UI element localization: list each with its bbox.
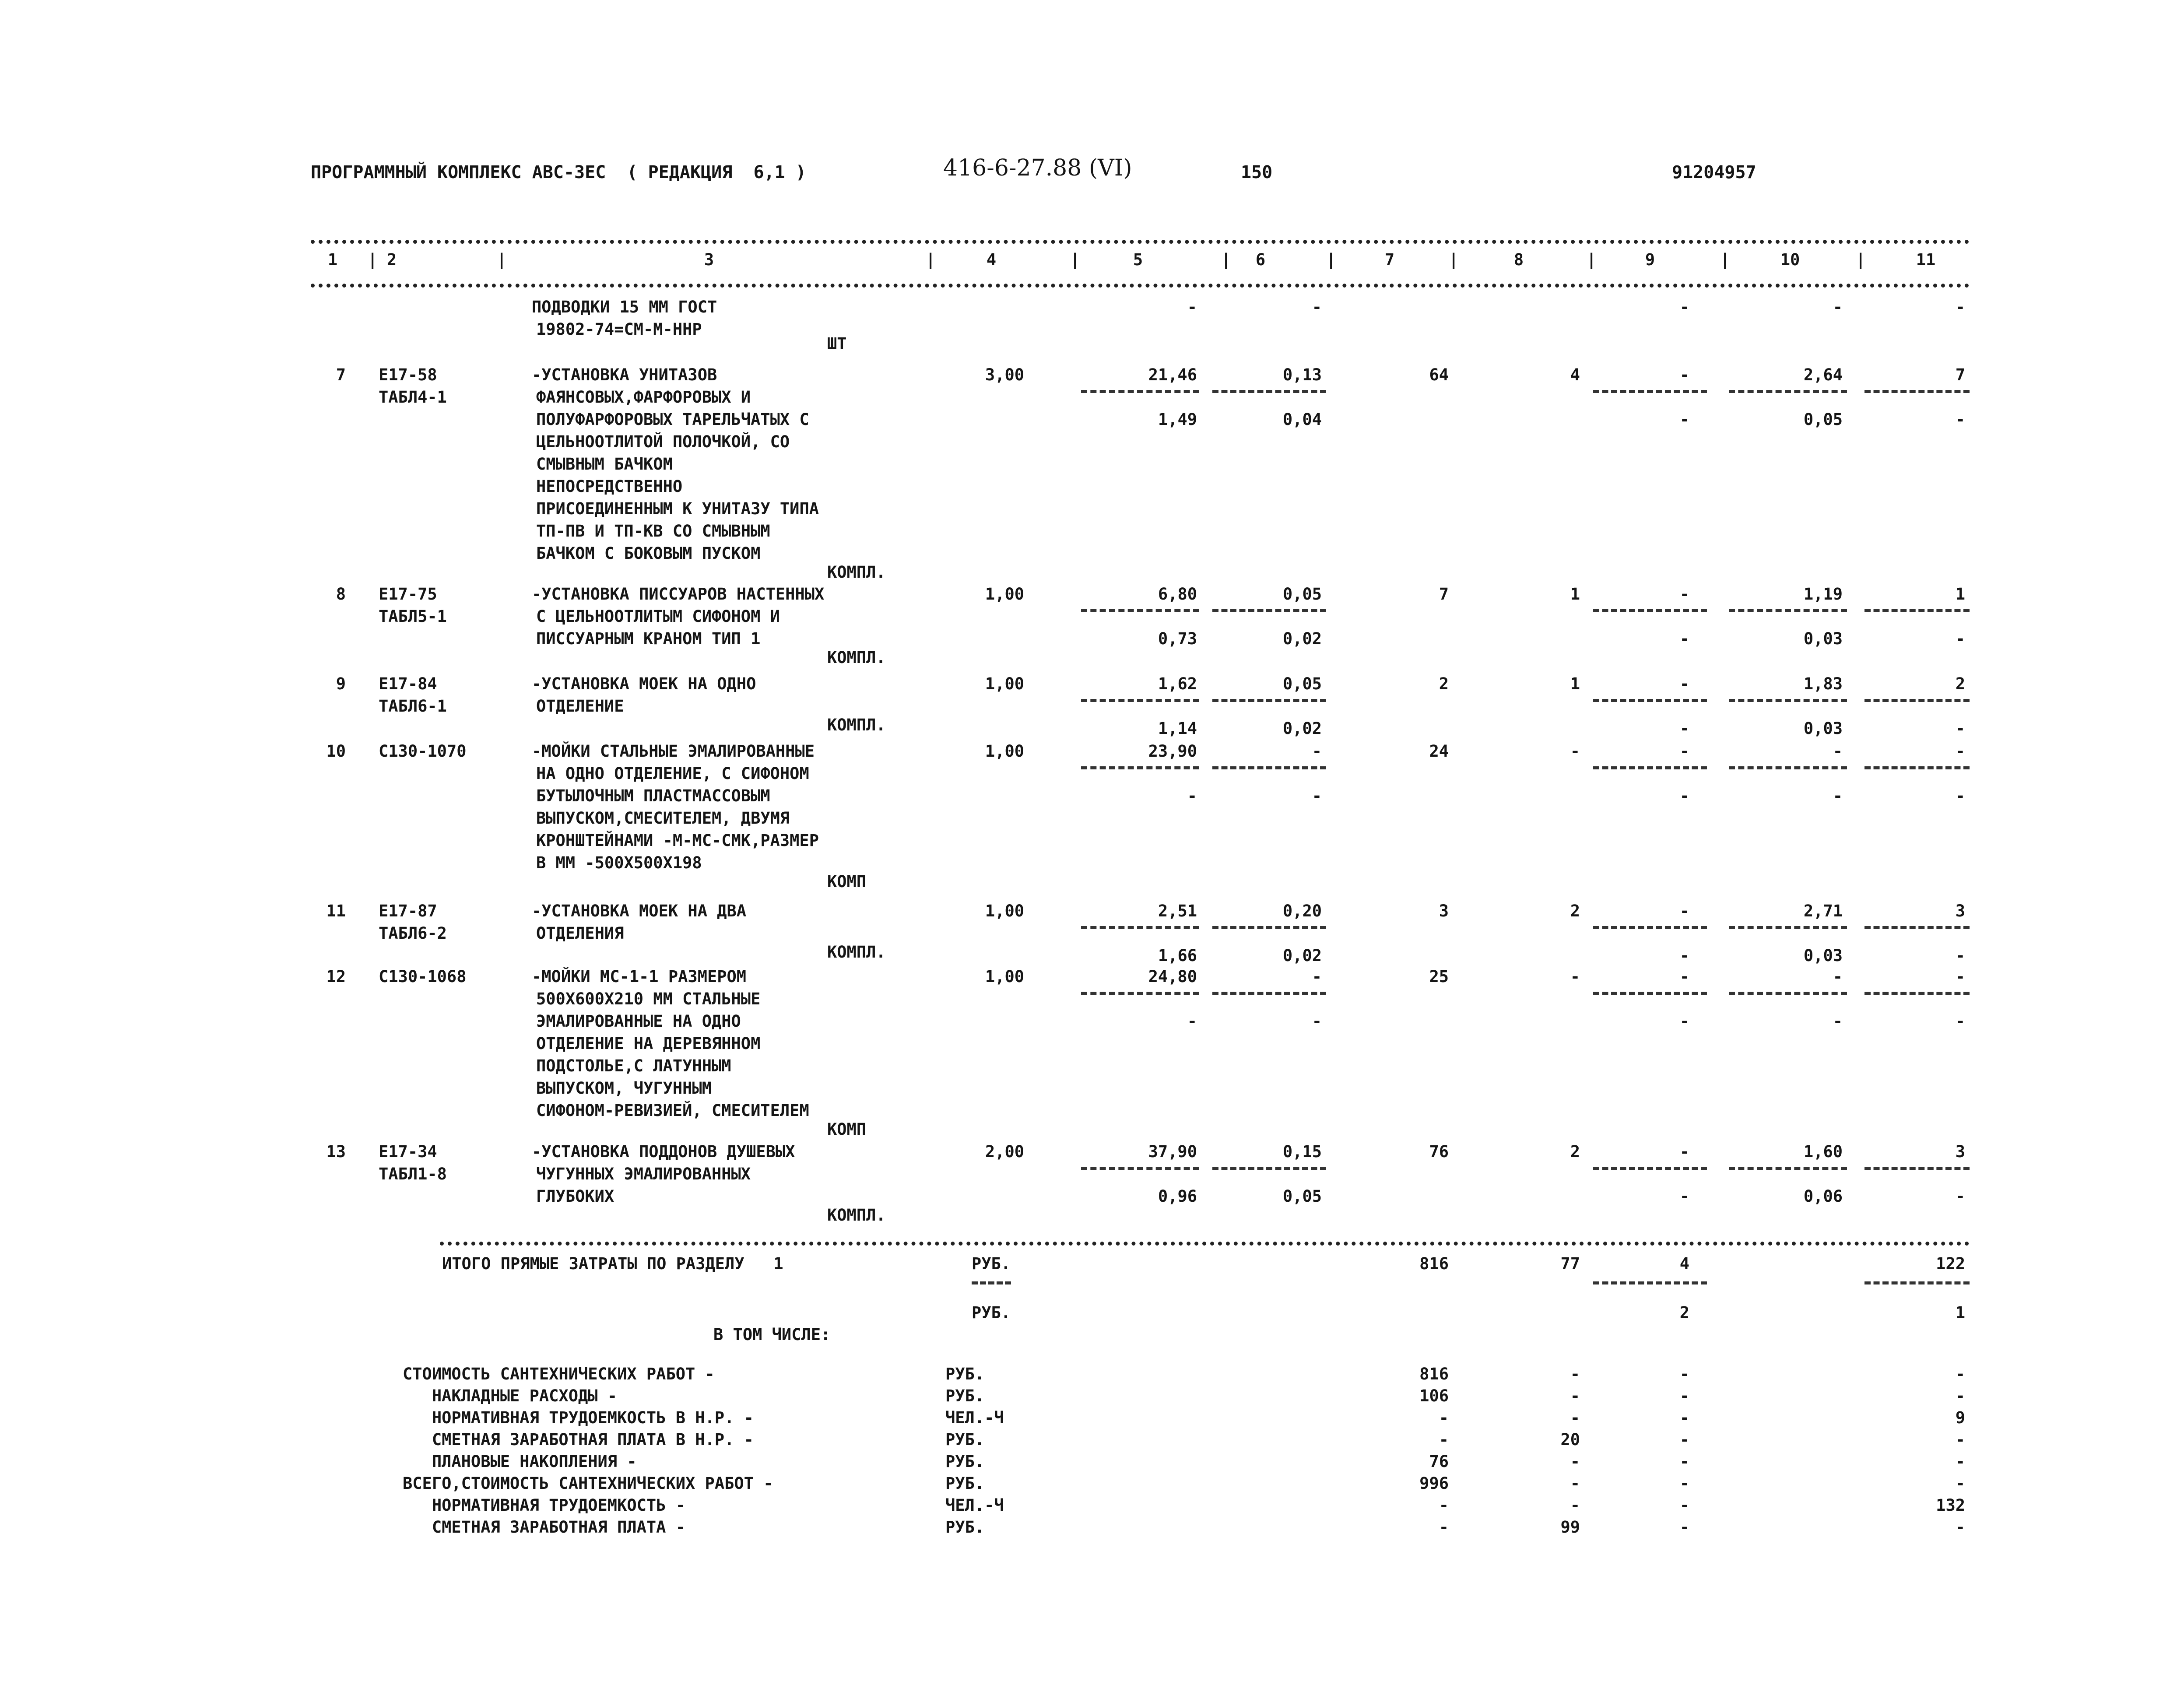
column-separator: |	[1070, 250, 1080, 269]
value-c6a: 0,13	[1282, 365, 1322, 384]
value-c11a: -	[1955, 298, 1965, 316]
summary-col7: 106	[1419, 1386, 1449, 1405]
column-separator: |	[1326, 250, 1336, 269]
fraction-rule	[1729, 699, 1847, 702]
fraction-rule	[1864, 926, 1970, 929]
value-c8: 4	[1570, 365, 1580, 384]
quantity: 3,00	[985, 365, 1024, 384]
totals-unit: РУБ.	[972, 1254, 1011, 1273]
column-separator: |	[926, 250, 936, 269]
totals-subrule	[972, 1281, 1011, 1284]
totals-rule	[440, 1242, 1970, 1246]
value-c8: -	[1570, 742, 1580, 761]
value-c10a: -	[1833, 967, 1843, 986]
value-c11b: -	[1955, 786, 1965, 805]
summary-unit: ЧЕЛ.-Ч	[945, 1496, 1004, 1515]
norm-table: ТАБЛ6-2	[379, 924, 447, 943]
summary-col11: -	[1955, 1452, 1965, 1471]
value-c8: -	[1570, 967, 1580, 986]
totals-label: ИТОГО ПРЯМЫЕ ЗАТРАТЫ ПО РАЗДЕЛУ 1	[442, 1254, 783, 1273]
summary-col9: -	[1679, 1386, 1689, 1405]
value-c9a: -	[1679, 1142, 1689, 1161]
column-number: 1	[327, 250, 338, 269]
work-description-line: С ЦЕЛЬНООТЛИТЫМ СИФОНОМ И	[536, 607, 780, 626]
work-description-line: НА ОДНО ОТДЕЛЕНИЕ, С СИФОНОМ	[536, 764, 809, 783]
column-number: 10	[1780, 250, 1800, 269]
value-c5b: 1,14	[1158, 719, 1197, 738]
summary-col8: 20	[1560, 1430, 1580, 1449]
value-c6a: -	[1312, 967, 1322, 986]
fraction-rule	[1212, 609, 1326, 612]
column-separator: |	[1221, 250, 1231, 269]
column-separator: |	[1720, 250, 1730, 269]
summary-col8: -	[1570, 1474, 1580, 1493]
fraction-rule	[1081, 609, 1199, 612]
work-description-line: ЧУГУННЫХ ЭМАЛИРОВАННЫХ	[536, 1165, 751, 1183]
norm-code: С130-1070	[379, 742, 467, 761]
value-c8: 1	[1570, 674, 1580, 693]
norm-table: ТАБЛ4-1	[379, 388, 447, 407]
value-c10a: 2,71	[1803, 902, 1843, 920]
value-c7: 2	[1439, 674, 1449, 693]
value-c6a: -	[1312, 742, 1322, 761]
fraction-rule	[1081, 926, 1199, 929]
summary-col11: -	[1955, 1518, 1965, 1537]
summary-col7: -	[1439, 1518, 1449, 1537]
value-c9b: -	[1679, 629, 1689, 648]
unit-of-measure: ШТ	[827, 334, 847, 353]
value-c6a: 0,05	[1282, 585, 1322, 604]
summary-col7: -	[1439, 1408, 1449, 1427]
fraction-rule	[1864, 390, 1970, 393]
value-c10a: -	[1833, 742, 1843, 761]
totals-col9: 4	[1679, 1254, 1689, 1273]
summary-col8: -	[1570, 1408, 1580, 1427]
summary-label: ВСЕГО,СТОИМОСТЬ САНТЕХНИЧЕСКИХ РАБОТ -	[403, 1474, 773, 1493]
work-description-line: ОТДЕЛЕНИЕ	[536, 697, 624, 716]
value-c11a: 2	[1955, 674, 1965, 693]
quantity: 1,00	[985, 585, 1024, 604]
fraction-rule	[1729, 390, 1847, 393]
page-number: 150	[1241, 162, 1273, 182]
column-number: 8	[1513, 250, 1524, 269]
value-c6b: 0,02	[1282, 719, 1322, 738]
summary-col9: -	[1679, 1452, 1689, 1471]
column-number: 2	[386, 250, 397, 269]
unit-of-measure: КОМПЛ.	[827, 716, 886, 734]
value-c7: 3	[1439, 902, 1449, 920]
value-c5b: 1,49	[1158, 410, 1197, 429]
work-description-line: -УСТАНОВКА УНИТАЗОВ	[532, 365, 717, 384]
summary-col9: -	[1679, 1518, 1689, 1537]
summary-col7: 996	[1419, 1474, 1449, 1493]
summary-col7: 76	[1429, 1452, 1449, 1471]
column-number: 4	[986, 250, 997, 269]
value-c5b: -	[1187, 786, 1197, 805]
row-number: 11	[326, 902, 346, 920]
work-description-line: 500Х600Х210 ММ СТАЛЬНЫЕ	[536, 990, 761, 1008]
unit-of-measure: КОМПЛ.	[827, 648, 886, 667]
summary-unit: РУБ.	[945, 1452, 985, 1471]
value-c11a: 3	[1955, 902, 1965, 920]
norm-code: Е17-58	[379, 365, 437, 384]
value-c6b: 0,05	[1282, 1187, 1322, 1206]
work-description-line: ПОДВОДКИ 15 ММ ГОСТ	[532, 298, 717, 316]
summary-label: СМЕТНАЯ ЗАРАБОТНАЯ ПЛАТА -	[403, 1518, 686, 1537]
value-c5a: 23,90	[1148, 742, 1197, 761]
value-c6a: 0,15	[1282, 1142, 1322, 1161]
column-separator: |	[368, 250, 378, 269]
fraction-rule	[1593, 766, 1707, 769]
value-c11b: -	[1955, 1187, 1965, 1206]
work-description-line: ВЫПУСКОМ, ЧУГУННЫМ	[536, 1079, 712, 1098]
value-c8: 2	[1570, 902, 1580, 920]
value-c5a: 6,80	[1158, 585, 1197, 604]
value-c7: 25	[1429, 967, 1449, 986]
document-number: 416-6-27.88 (VI)	[943, 155, 1132, 181]
value-c9b: -	[1679, 719, 1689, 738]
fraction-rule	[1864, 699, 1970, 702]
quantity: 1,00	[985, 902, 1024, 920]
value-c9a: -	[1679, 902, 1689, 920]
value-c9b: -	[1679, 410, 1689, 429]
value-c5b: 0,73	[1158, 629, 1197, 648]
norm-table: ТАБЛ1-8	[379, 1165, 447, 1183]
value-c7: 64	[1429, 365, 1449, 384]
fraction-rule	[1864, 1167, 1970, 1170]
work-description-line: ВЫПУСКОМ,СМЕСИТЕЛЕМ, ДВУМЯ	[536, 809, 790, 828]
value-c11b: -	[1955, 946, 1965, 965]
value-c11b: -	[1955, 1012, 1965, 1031]
header-rule-top	[311, 240, 1970, 244]
work-description-line: БАЧКОМ С БОКОВЫМ ПУСКОМ	[536, 544, 761, 563]
value-c6b: -	[1312, 786, 1322, 805]
fraction-rule	[1864, 766, 1970, 769]
value-c11b: -	[1955, 629, 1965, 648]
work-description-line: ТП-ПВ И ТП-КВ СО СМЫВНЫМ	[536, 522, 770, 540]
value-c9a: -	[1679, 967, 1689, 986]
column-number: 5	[1133, 250, 1143, 269]
row-number: 10	[326, 742, 346, 761]
value-c9b: -	[1679, 1187, 1689, 1206]
value-c8: 1	[1570, 585, 1580, 604]
summary-col9: -	[1679, 1430, 1689, 1449]
totals-col8: 77	[1560, 1254, 1580, 1273]
value-c9a: -	[1679, 742, 1689, 761]
column-number: 3	[704, 250, 714, 269]
fraction-rule	[1729, 766, 1847, 769]
summary-col8: -	[1570, 1365, 1580, 1383]
value-c5a: 1,62	[1158, 674, 1197, 693]
value-c6b: 0,04	[1282, 410, 1322, 429]
fraction-rule	[1212, 992, 1326, 995]
value-c9b: -	[1679, 1012, 1689, 1031]
summary-col8: 99	[1560, 1518, 1580, 1537]
value-c5a: 21,46	[1148, 365, 1197, 384]
work-description-line: ОТДЕЛЕНИЯ	[536, 924, 624, 943]
value-c7: 7	[1439, 585, 1449, 604]
summary-unit: РУБ.	[945, 1518, 985, 1537]
unit-of-measure: КОМПЛ.	[827, 563, 886, 582]
column-separator: |	[1587, 250, 1597, 269]
summary-col7: 816	[1419, 1365, 1449, 1383]
norm-code: Е17-84	[379, 674, 437, 693]
value-c6a: -	[1312, 298, 1322, 316]
value-c10a: 2,64	[1803, 365, 1843, 384]
value-c10b: 0,05	[1803, 410, 1843, 429]
value-c6a: 0,05	[1282, 674, 1322, 693]
value-c8: 2	[1570, 1142, 1580, 1161]
fraction-rule	[1212, 1167, 1326, 1170]
fraction-rule	[1864, 609, 1970, 612]
summary-unit: РУБ.	[945, 1430, 985, 1449]
work-description-line: НЕПОСРЕДСТВЕННО	[536, 477, 683, 496]
summary-label: СМЕТНАЯ ЗАРАБОТНАЯ ПЛАТА В Н.Р. -	[403, 1430, 754, 1449]
work-description-line: ПИССУАРНЫМ КРАНОМ ТИП 1	[536, 629, 761, 648]
summary-col9: -	[1679, 1474, 1689, 1493]
summary-unit: РУБ.	[945, 1474, 985, 1493]
value-c9b: -	[1679, 946, 1689, 965]
work-description-line: СИФОНОМ-РЕВИЗИЕЙ, СМЕСИТЕЛЕМ	[536, 1101, 809, 1120]
value-c10b: -	[1833, 1012, 1843, 1031]
totals-subrule	[1864, 1281, 1970, 1284]
work-description-line: 19802-74=СМ-М-ННР	[536, 320, 702, 339]
column-number: 6	[1255, 250, 1266, 269]
summary-label: НАКЛАДНЫЕ РАСХОДЫ -	[403, 1386, 618, 1405]
norm-code: Е17-75	[379, 585, 437, 604]
work-description-line: -УСТАНОВКА ПОДДОНОВ ДУШЕВЫХ	[532, 1142, 795, 1161]
value-c5a: 2,51	[1158, 902, 1197, 920]
summary-col8: -	[1570, 1496, 1580, 1515]
work-description-line: В ММ -500Х500Х198	[536, 853, 702, 872]
value-c9b: -	[1679, 786, 1689, 805]
work-description-line: ПОЛУФАРФОРОВЫХ ТАРЕЛЬЧАТЫХ С	[536, 410, 809, 429]
quantity: 1,00	[985, 967, 1024, 986]
summary-col7: -	[1439, 1430, 1449, 1449]
unit-of-measure: КОМПЛ.	[827, 1206, 886, 1225]
fraction-rule	[1729, 609, 1847, 612]
fraction-rule	[1593, 992, 1707, 995]
work-description-line: -УСТАНОВКА МОЕК НА ОДНО	[532, 674, 756, 693]
value-c11b: -	[1955, 410, 1965, 429]
norm-code: Е17-87	[379, 902, 437, 920]
fraction-rule	[1593, 390, 1707, 393]
value-c10b: 0,03	[1803, 719, 1843, 738]
work-description-line: КРОНШТЕЙНАМИ -М-МС-СМК,РАЗМЕР	[536, 831, 819, 850]
value-c10b: 0,03	[1803, 629, 1843, 648]
column-separator: |	[497, 250, 507, 269]
work-description-line: ОТДЕЛЕНИЕ НА ДЕРЕВЯННОМ	[536, 1034, 761, 1053]
value-c6a: 0,20	[1282, 902, 1322, 920]
value-c11a: -	[1955, 742, 1965, 761]
summary-col11: -	[1955, 1430, 1965, 1449]
norm-code: С130-1068	[379, 967, 467, 986]
summary-label: НОРМАТИВНАЯ ТРУДОЕМКОСТЬ -	[403, 1496, 686, 1515]
summary-col11: -	[1955, 1365, 1965, 1383]
work-description-line: СМЫВНЫМ БАЧКОМ	[536, 455, 673, 474]
column-number: 11	[1916, 250, 1936, 269]
summary-col11: -	[1955, 1386, 1965, 1405]
value-c6b: -	[1312, 1012, 1322, 1031]
fraction-rule	[1081, 992, 1199, 995]
value-c9a: -	[1679, 585, 1689, 604]
value-c9a: -	[1679, 674, 1689, 693]
norm-code: Е17-34	[379, 1142, 437, 1161]
work-description-line: ЭМАЛИРОВАННЫЕ НА ОДНО	[536, 1012, 741, 1031]
unit-of-measure: КОМП	[827, 1120, 867, 1139]
norm-table: ТАБЛ5-1	[379, 607, 447, 626]
value-c10a: 1,83	[1803, 674, 1843, 693]
value-c10b: -	[1833, 786, 1843, 805]
totals-subrule	[1593, 1281, 1707, 1284]
quantity: 1,00	[985, 674, 1024, 693]
row-number: 12	[326, 967, 346, 986]
summary-col11: -	[1955, 1474, 1965, 1493]
row-number: 13	[326, 1142, 346, 1161]
summary-label: ПЛАНОВЫЕ НАКОПЛЕНИЯ -	[403, 1452, 637, 1471]
fraction-rule	[1729, 926, 1847, 929]
value-c5b: 1,66	[1158, 946, 1197, 965]
value-c11a: -	[1955, 967, 1965, 986]
work-description-line: БУТЫЛОЧНЫМ ПЛАСТМАССОВЫМ	[536, 786, 770, 805]
value-c11a: 7	[1955, 365, 1965, 384]
value-c10a: 1,19	[1803, 585, 1843, 604]
work-description-line: -МОЙКИ МС-1-1 РАЗМЕРОМ	[532, 967, 747, 986]
fraction-rule	[1593, 609, 1707, 612]
column-number: 7	[1384, 250, 1395, 269]
fraction-rule	[1081, 699, 1199, 702]
unit-of-measure: КОМПЛ.	[827, 943, 886, 962]
quantity: 2,00	[985, 1142, 1024, 1161]
row-number: 8	[336, 585, 346, 604]
value-c11a: 1	[1955, 585, 1965, 604]
quantity: 1,00	[985, 742, 1024, 761]
summary-col9: -	[1679, 1496, 1689, 1515]
column-separator: |	[1856, 250, 1866, 269]
value-c7: 76	[1429, 1142, 1449, 1161]
summary-col8: -	[1570, 1452, 1580, 1471]
fraction-rule	[1212, 390, 1326, 393]
totals-col9b: 2	[1679, 1303, 1689, 1322]
value-c5a: 24,80	[1148, 967, 1197, 986]
including-label: В ТОМ ЧИСЛЕ:	[713, 1325, 831, 1344]
value-c10a: 1,60	[1803, 1142, 1843, 1161]
totals-unit-2: РУБ.	[972, 1303, 1011, 1322]
unit-of-measure: КОМП	[827, 872, 867, 891]
totals-col7: 816	[1419, 1254, 1449, 1273]
norm-table: ТАБЛ6-1	[379, 697, 447, 716]
value-c5b: -	[1187, 1012, 1197, 1031]
fraction-rule	[1593, 699, 1707, 702]
header-rule-bottom	[311, 284, 1970, 288]
fraction-rule	[1081, 1167, 1199, 1170]
fraction-rule	[1081, 766, 1199, 769]
totals-col11: 122	[1936, 1254, 1965, 1273]
summary-col8: -	[1570, 1386, 1580, 1405]
work-description-line: -МОЙКИ СТАЛЬНЫЕ ЭМАЛИРОВАННЫЕ	[532, 742, 815, 761]
fraction-rule	[1729, 1167, 1847, 1170]
value-c9a: -	[1679, 298, 1689, 316]
fraction-rule	[1593, 1167, 1707, 1170]
summary-unit: ЧЕЛ.-Ч	[945, 1408, 1004, 1427]
summary-unit: РУБ.	[945, 1386, 985, 1405]
summary-unit: РУБ.	[945, 1365, 985, 1383]
summary-col11: 9	[1955, 1408, 1965, 1427]
fraction-rule	[1212, 766, 1326, 769]
work-description-line: -УСТАНОВКА ПИССУАРОВ НАСТЕННЫХ	[532, 585, 825, 604]
work-description-line: ГЛУБОКИХ	[536, 1187, 614, 1206]
fraction-rule	[1864, 992, 1970, 995]
totals-col11b: 1	[1955, 1303, 1965, 1322]
fraction-rule	[1729, 992, 1847, 995]
document-code: 91204957	[1672, 162, 1756, 182]
value-c10b: 0,06	[1803, 1187, 1843, 1206]
work-description-line: ПРИСОЕДИНЕННЫМ К УНИТАЗУ ТИПА	[536, 499, 819, 518]
summary-col11: 132	[1936, 1496, 1965, 1515]
work-description-line: -УСТАНОВКА МОЕК НА ДВА	[532, 902, 747, 920]
value-c5a: -	[1187, 298, 1197, 316]
value-c11a: 3	[1955, 1142, 1965, 1161]
row-number: 9	[336, 674, 346, 693]
work-description-line: ЦЕЛЬНООТЛИТОЙ ПОЛОЧКОЙ, СО	[536, 432, 790, 451]
value-c6b: 0,02	[1282, 629, 1322, 648]
value-c10a: -	[1833, 298, 1843, 316]
value-c6b: 0,02	[1282, 946, 1322, 965]
value-c11b: -	[1955, 719, 1965, 738]
row-number: 7	[336, 365, 346, 384]
value-c9a: -	[1679, 365, 1689, 384]
column-separator: |	[1449, 250, 1459, 269]
summary-col7: -	[1439, 1496, 1449, 1515]
value-c10b: 0,03	[1803, 946, 1843, 965]
value-c5a: 37,90	[1148, 1142, 1197, 1161]
program-title: ПРОГРАММНЫЙ КОМПЛЕКС АВС-ЗЕС ( РЕДАКЦИЯ 6,1 )	[311, 162, 806, 182]
fraction-rule	[1081, 390, 1199, 393]
work-description-line: ПОДСТОЛЬЕ,С ЛАТУННЫМ	[536, 1056, 731, 1075]
work-description-line: ФАЯНСОВЫХ,ФАРФОРОВЫХ И	[536, 388, 751, 407]
value-c7: 24	[1429, 742, 1449, 761]
summary-label: СТОИМОСТЬ САНТЕХНИЧЕСКИХ РАБОТ -	[403, 1365, 715, 1383]
fraction-rule	[1212, 926, 1326, 929]
summary-col9: -	[1679, 1365, 1689, 1383]
summary-col9: -	[1679, 1408, 1689, 1427]
fraction-rule	[1212, 699, 1326, 702]
value-c5b: 0,96	[1158, 1187, 1197, 1206]
summary-label: НОРМАТИВНАЯ ТРУДОЕМКОСТЬ В Н.Р. -	[403, 1408, 754, 1427]
column-number: 9	[1645, 250, 1655, 269]
fraction-rule	[1593, 926, 1707, 929]
